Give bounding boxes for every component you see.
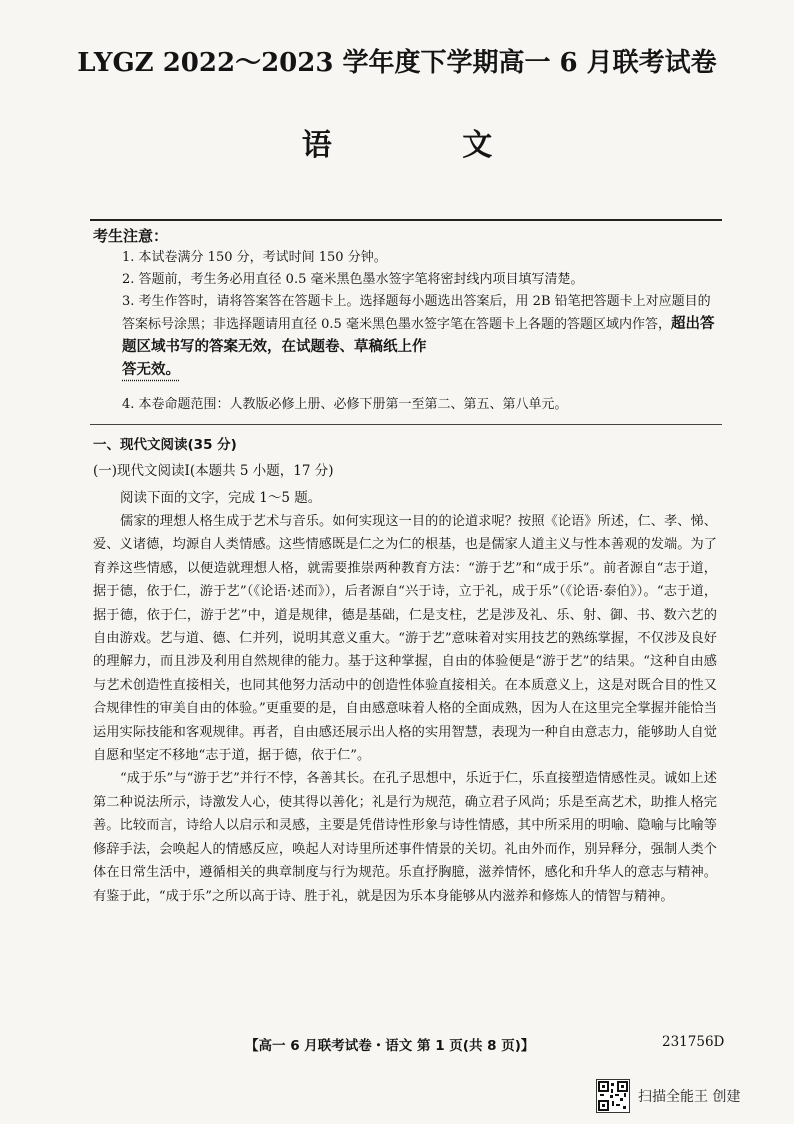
notice-item-3-dotted: 答无效。 [122,362,180,378]
notice-item-4: 4. 本卷命题范围：人教版必修上册、必修下册第一至第二、第五、第八单元。 [122,397,568,412]
subsection-title: (一)现代文阅读Ⅰ(本题共 5 小题，17 分) [93,463,334,479]
notice-item-1: 1. 本试卷满分 150 分，考试时间 150 分钟。 [122,250,387,265]
notice-item-3-emphasis: 超出答题区域书写的答案无效，在试题卷、草稿纸上作 [122,316,715,355]
exam-title: LYGZ 2022～2023 学年度下学期高一 6 月联考试卷 [77,48,717,78]
scanner-label: 扫描全能王 创建 [638,1089,741,1105]
notice-list [122,247,722,416]
reading-passage [93,510,717,908]
notice-item-3 [122,291,722,382]
notice-item-3-text: 3. 考生作答时，请将答案答在答题卡上。选择题每小题选出答案后，用 2B 铅笔把答题卡上对应题目的答案标号涂黑；非选择题请用直径 0.5 毫米黑色墨水签字笔在答题卡上各题的答题区域内作答， [122,294,711,332]
passage-paragraph-2: “成于乐”与“游于艺”并行不悖，各善其长。在孔子思想中，乐近于仁，乐直接塑造情感性灵。诚如上述第二种说法所示，诗激发人心，使其得以善化；礼是行为规范，确立君子风尚；乐是至高艺术，助推人格完善。比较而言，诗给人以启示和灵感，主要是凭借诗性形象与诗性情感，其中所采用的明喻、隐喻与比喻等修辞手法，会唤起人的情感反应，唤起人对诗里所述事件情景的关切。礼由外而作，别异释分，强制人类个体在日常生活中，遵循相关的典章制度与行为规范。乐直抒胸臆，滋养情怀，感化和升华人的意志与精神。有鉴于此，“成于乐”之所以高于诗、胜于礼，就是因为乐本身能够从内滋养和修炼人的情智与精神。 [93,771,717,904]
qr-code-icon [596,1079,630,1113]
section-title: 一、现代文阅读(35 分) [93,437,237,453]
subject-title: 语 文 [301,128,553,163]
footer-code: 231756D [662,1034,725,1050]
notice-heading: 考生注意： [93,227,169,245]
top-divider [90,219,722,221]
notice-divider [90,424,722,425]
footer-page-label: 【高一 6 月联考试卷・语文 第 1 页(共 8 页)】 [245,1038,535,1054]
passage-paragraph-1: 儒家的理想人格生成于艺术与音乐。如何实现这一目的的论道求呢？按照《论语》所述，仁、孝、悌、爱、义诸德，均源自人类情感。这些情感既是仁之为仁的根基，也是儒家人道主义与性本善观的发端。为了育养这些情感，以便造就理想人格，就需要推崇两种教育方法：“游于艺”和“成于乐”。前者源自“志于道，据于德，依于仁，游于艺”（《论语·述而》），后者源自“兴于诗，立于礼，成于乐”（《论语·泰伯》）。“志于道，据于德，依于仁，游于艺”中，道是规律，德是基础，仁是支柱，艺是涉及礼、乐、射、御、书、数六艺的自由游戏。艺与道、德、仁并列，说明其意义重大。“游于艺”意味着对实用技艺的熟练掌握，不仅涉及良好的理解力，而且涉及利用自然规律的能力。基于这种掌握，自由的体验便是“游于艺”的结果。“这种自由感与艺术创造性直接相关，也同其他努力活动中的创造性体验直接相关。在本质意义上，这是对既合目的性又合规律性的审美自由的体验。”更重要的是，自由感意味着人格的全面成熟，因为人在这里完全掌握并能恰当运用实际技能和客观规律。再者，自由感还展示出人格的实用智慧，表现为一种自由意志力，能够助人自觉自愿和坚定不移地“志于道，据于德，依于仁”。 [93,514,717,764]
scanner-watermark [596,1079,740,1113]
notice-item-2: 2. 答题前，考生务必用直径 0.5 毫米黑色墨水签字笔将密封线内项目填写清楚。 [122,272,584,287]
reading-instruction: 阅读下面的文字，完成 1～5 题。 [120,490,322,506]
